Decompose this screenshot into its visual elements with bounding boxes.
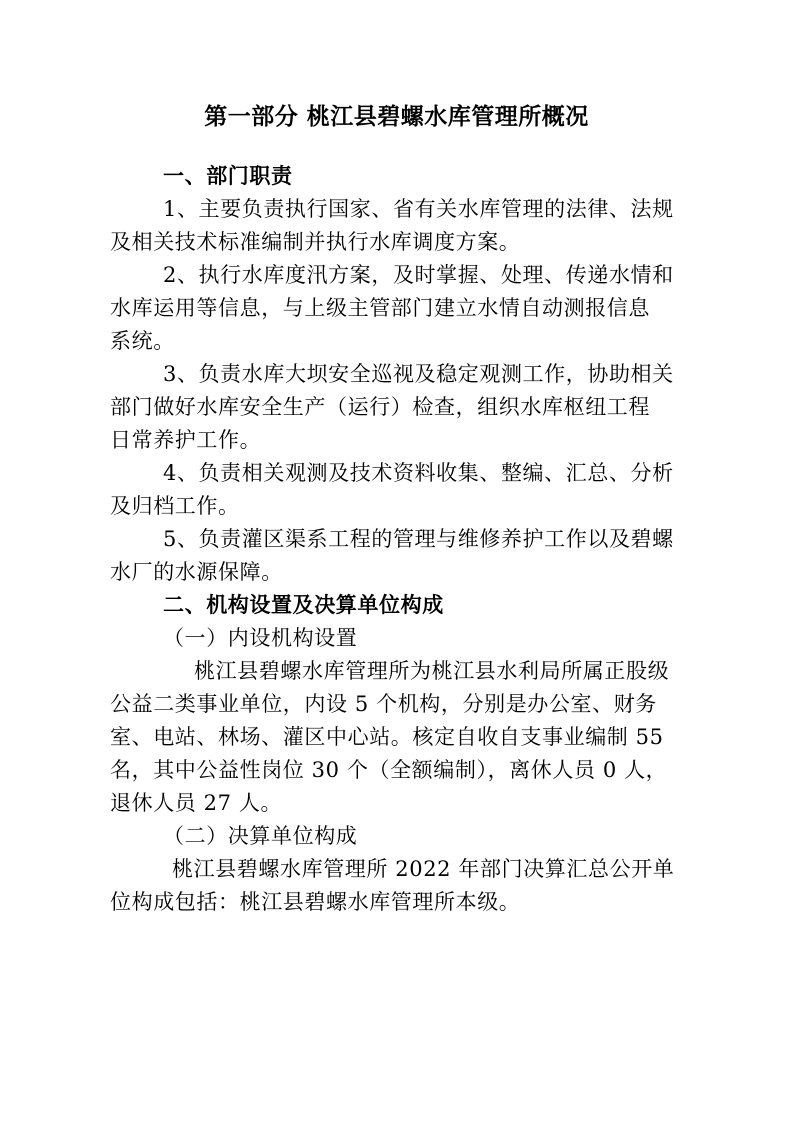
- duty-2-line-1: 2、执行水库度汛方案，及时掌握、处理、传递水情和: [163, 263, 674, 287]
- internal-paragraph-line-2: 公益二类事业单位，内设 5 个机构，分别是办公室、财务: [110, 692, 657, 716]
- duty-1-line-2: 及相关技术标准编制并执行水库调度方案。: [110, 230, 521, 254]
- internal-paragraph-line-3: 室、电站、林场、灌区中心站。核定自收自支事业编制 55: [110, 725, 664, 749]
- duty-2-line-2: 水库运用等信息，与上级主管部门建立水情自动测报信息: [110, 296, 650, 320]
- duty-3-line-2: 部门做好水库安全生产（运行）检查，组织水库枢纽工程: [110, 395, 650, 419]
- section1-heading: 一、部门职责: [163, 163, 293, 188]
- duty-3-line-3: 日常养护工作。: [110, 428, 262, 452]
- duty-4-line-2: 及归档工作。: [110, 494, 240, 518]
- internal-paragraph-line-1: 桃江县碧螺水库管理所为桃江县水利局所属正股级: [194, 659, 670, 683]
- duty-2-line-3: 系统。: [110, 329, 175, 353]
- duty-3-line-1: 3、负责水库大坝安全巡视及稳定观测工作，协助相关: [163, 362, 674, 386]
- duty-4-line-1: 4、负责相关观测及技术资料收集、整编、汇总、分析: [163, 461, 674, 485]
- unit-paragraph-line-2: 位构成包括：桃江县碧螺水库管理所本级。: [110, 890, 521, 914]
- subsection-unit-heading: （二）决算单位构成: [163, 824, 358, 848]
- internal-paragraph-line-4: 名，其中公益性岗位 30 个（全额编制），离休人员 0 人，: [110, 758, 668, 782]
- duty-5-line-1: 5、负责灌区渠系工程的管理与维修养护工作以及碧螺: [163, 527, 674, 551]
- page-title: 第一部分 桃江县碧螺水库管理所概况: [204, 103, 589, 130]
- subsection-internal-heading: （一）内设机构设置: [163, 626, 358, 650]
- section2-heading: 二、机构设置及决算单位构成: [163, 592, 444, 617]
- duty-5-line-2: 水厂的水源保障。: [110, 560, 283, 584]
- internal-paragraph-line-5: 退休人员 27 人。: [110, 791, 283, 815]
- duty-1-line-1: 1、主要负责执行国家、省有关水库管理的法律、法规: [163, 197, 674, 221]
- unit-paragraph-line-1: 桃江县碧螺水库管理所 2022 年部门决算汇总公开单: [172, 857, 675, 881]
